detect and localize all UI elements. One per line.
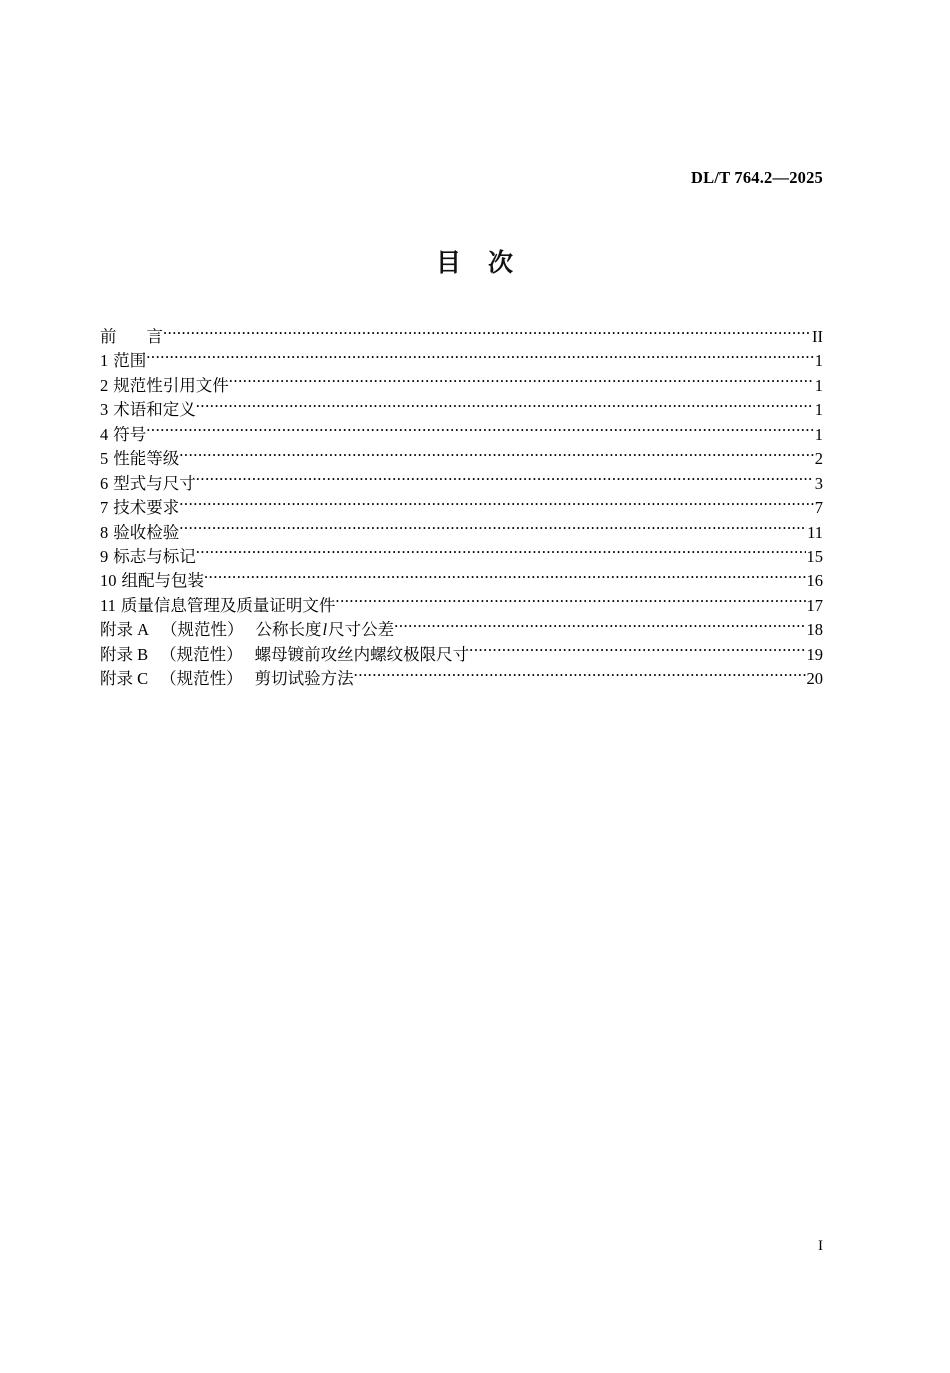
- table-of-contents: [100, 322, 823, 689]
- toc-entry-text: （规范性）: [160, 669, 243, 689]
- toc-entry-page-number: 1: [814, 400, 823, 420]
- toc-entry-number: 附录 B: [100, 644, 149, 664]
- toc-entry-number: 6: [100, 473, 109, 493]
- toc-entry-text: 性能等级: [113, 449, 180, 469]
- toc-entry-text: 技术要求: [113, 498, 180, 518]
- toc-entry-number: 附录 A: [100, 620, 150, 640]
- toc-entry[interactable]: [100, 615, 823, 639]
- toc-entry-number: 8: [100, 522, 109, 542]
- toc-entry-label: [100, 349, 146, 370]
- toc-entry-text-3: 尺寸公差: [328, 620, 395, 640]
- toc-entry-symbol: l: [322, 620, 328, 640]
- toc-entry-page-number: 17: [806, 595, 823, 615]
- toc-entry-number: 1: [100, 351, 109, 371]
- toc-dot-leader: [394, 615, 805, 635]
- toc-entry-label: [100, 618, 394, 639]
- toc-entry-page-number: 7: [814, 498, 823, 518]
- running-header-standard-number: DL/T 764.2—2025: [691, 168, 823, 187]
- toc-entry-page-number: 1: [814, 351, 823, 371]
- toc-dot-leader: [146, 420, 814, 440]
- toc-dot-leader: [196, 542, 806, 562]
- toc-dot-leader: [179, 444, 814, 464]
- page-title-char-1: 目: [435, 248, 462, 277]
- toc-entry-text: 组配与包装: [121, 571, 204, 591]
- toc-entry-page-number: 15: [806, 546, 823, 566]
- toc-entry-page-number: 1: [814, 424, 823, 444]
- page-title: [0, 246, 950, 280]
- toc-entry-number: 前: [100, 327, 117, 346]
- toc-entry-label: [100, 643, 469, 664]
- toc-entry-number: 7: [100, 498, 109, 518]
- toc-entry-text-2: 公称长度: [255, 620, 322, 640]
- toc-dot-leader: [354, 664, 806, 684]
- toc-entry-text-2: 螺母镀前攻丝内螺纹极限尺寸: [254, 644, 470, 664]
- toc-entry-text: 符号: [113, 424, 147, 444]
- toc-dot-leader: [229, 371, 814, 391]
- toc-entry[interactable]: [100, 469, 823, 493]
- toc-entry-page-number: II: [812, 327, 823, 346]
- toc-entry[interactable]: [100, 346, 823, 370]
- toc-entry-label: [100, 447, 179, 468]
- toc-entry-label: [100, 398, 196, 419]
- toc-entry-text: 验收检验: [113, 522, 180, 542]
- toc-entry-text: 范围: [113, 351, 147, 371]
- toc-entry-number: 10: [100, 571, 117, 591]
- toc-entry-number: 4: [100, 424, 109, 444]
- toc-entry[interactable]: [100, 371, 823, 395]
- toc-entry-page-number: 19: [806, 644, 823, 664]
- toc-dot-leader: [196, 469, 814, 489]
- toc-entry-label: [100, 545, 196, 566]
- toc-entry-text: （规范性）: [161, 620, 244, 640]
- toc-entry-label: [100, 667, 354, 688]
- toc-entry-number: 9: [100, 546, 109, 566]
- toc-entry-number: 2: [100, 375, 109, 395]
- toc-dot-leader: [469, 640, 805, 660]
- toc-entry[interactable]: [100, 664, 823, 688]
- toc-entry-number: 5: [100, 449, 109, 469]
- toc-entry-page-number: 18: [806, 620, 823, 640]
- toc-entry-label: [100, 496, 179, 517]
- toc-entry-text: 质量信息管理及质量证明文件: [120, 595, 336, 615]
- toc-dot-leader: [146, 346, 814, 366]
- toc-entry[interactable]: [100, 518, 823, 542]
- toc-entry-page-number: 11: [807, 522, 823, 542]
- toc-entry-page-number: 2: [814, 449, 823, 469]
- toc-entry[interactable]: [100, 420, 823, 444]
- toc-entry-text: 标志与标记: [113, 546, 196, 566]
- toc-entry[interactable]: [100, 566, 823, 590]
- toc-entry-label: [100, 472, 196, 493]
- toc-entry-page-number: 20: [806, 669, 823, 689]
- toc-dot-leader: [163, 322, 811, 342]
- toc-dot-leader: [204, 566, 806, 586]
- toc-entry[interactable]: [100, 591, 823, 615]
- toc-dot-leader: [335, 591, 805, 611]
- toc-entry[interactable]: [100, 640, 823, 664]
- toc-entry-label: [100, 325, 163, 346]
- toc-entry-label: [100, 423, 146, 444]
- toc-entry[interactable]: [100, 493, 823, 517]
- toc-entry[interactable]: [100, 444, 823, 468]
- toc-entry-label: [100, 594, 335, 615]
- toc-dot-leader: [196, 395, 814, 415]
- toc-dot-leader: [179, 493, 814, 513]
- toc-entry-text: 型式与尺寸: [113, 473, 196, 493]
- page-title-char-2: 次: [488, 248, 515, 277]
- toc-entry-number: 附录 C: [100, 669, 149, 689]
- toc-entry-label: [100, 569, 204, 590]
- toc-dot-leader: [179, 518, 806, 538]
- toc-entry[interactable]: [100, 542, 823, 566]
- toc-entry-text: （规范性）: [160, 644, 243, 664]
- toc-entry-page-number: 3: [814, 473, 823, 493]
- toc-entry[interactable]: [100, 322, 823, 346]
- toc-entry-number: 11: [100, 595, 116, 615]
- toc-entry-page-number: 16: [806, 571, 823, 591]
- toc-entry-text: 规范性引用文件: [113, 375, 229, 395]
- toc-entry-number: 3: [100, 400, 109, 420]
- page-folio: I: [818, 1238, 823, 1254]
- toc-entry-page-number: 1: [814, 375, 823, 395]
- toc-entry-label: [100, 521, 179, 542]
- toc-entry-text: 言: [146, 327, 163, 346]
- toc-entry-text-2: 剪切试验方法: [254, 669, 354, 689]
- toc-entry-label: [100, 374, 229, 395]
- toc-entry[interactable]: [100, 395, 823, 419]
- toc-entry-text: 术语和定义: [113, 400, 196, 420]
